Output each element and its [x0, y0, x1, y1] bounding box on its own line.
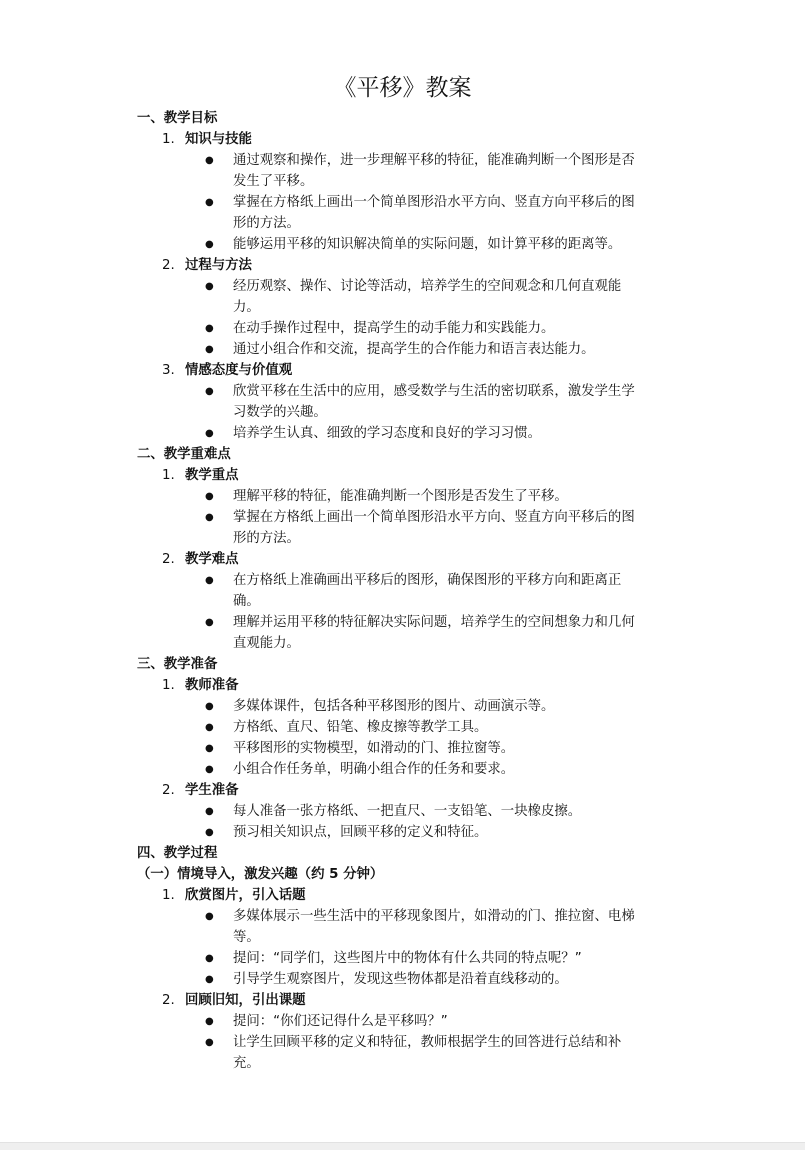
- bullet-marker: ●: [205, 491, 214, 502]
- section-heading: 二、教学重难点: [137, 447, 231, 462]
- group-heading: 欣赏图片，引入话题: [185, 888, 306, 903]
- list-item: 预习相关知识点，回顾平移的定义和特征。: [233, 825, 488, 840]
- list-item: 发生了平移。: [233, 174, 314, 189]
- bullet-marker: ●: [205, 428, 214, 439]
- list-number: 2.: [162, 993, 175, 1008]
- list-item: 提问：“你们还记得什么是平移吗？”: [233, 1014, 448, 1029]
- bullet-marker: ●: [205, 911, 214, 922]
- list-item: 培养学生认真、细致的学习态度和良好的学习习惯。: [233, 426, 541, 441]
- list-item: 平移图形的实物模型，如滑动的门、推拉窗等。: [233, 741, 515, 756]
- subsection-heading: （一）情境导入，激发兴趣（约 5 分钟）: [137, 867, 384, 882]
- group-heading: 知识与技能: [185, 132, 252, 147]
- bullet-marker: ●: [205, 974, 214, 985]
- list-number: 1.: [162, 678, 175, 693]
- bullet-marker: ●: [205, 617, 214, 628]
- list-item: 等。: [233, 930, 260, 945]
- bullet-marker: ●: [205, 344, 214, 355]
- list-number: 1.: [162, 888, 175, 903]
- bullet-marker: ●: [205, 575, 214, 586]
- group-heading: 教学重点: [185, 468, 239, 483]
- list-number: 2.: [162, 783, 175, 798]
- list-number: 2.: [162, 258, 175, 273]
- bullet-marker: ●: [205, 512, 214, 523]
- bullet-marker: ●: [205, 197, 214, 208]
- bullet-marker: ●: [205, 722, 214, 733]
- list-number: 1.: [162, 132, 175, 147]
- bullet-marker: ●: [205, 155, 214, 166]
- list-item: 通过小组合作和交流，提高学生的合作能力和语言表达能力。: [233, 342, 595, 357]
- group-heading: 回顾旧知，引出课题: [185, 993, 306, 1008]
- group-heading: 教师准备: [185, 678, 239, 693]
- bullet-marker: ●: [205, 239, 214, 250]
- bullet-marker: ●: [205, 953, 214, 964]
- bullet-marker: ●: [205, 1037, 214, 1048]
- list-item: 理解平移的特征，能准确判断一个图形是否发生了平移。: [233, 489, 568, 504]
- list-item: 小组合作任务单，明确小组合作的任务和要求。: [233, 762, 515, 777]
- list-item: 直观能力。: [233, 636, 300, 651]
- bullet-marker: ●: [205, 1016, 214, 1027]
- bullet-marker: ●: [205, 764, 214, 775]
- group-heading: 过程与方法: [185, 258, 252, 273]
- list-number: 2.: [162, 552, 175, 567]
- list-item: 形的方法。: [233, 531, 300, 546]
- section-heading: 一、教学目标: [137, 111, 218, 126]
- list-item: 每人准备一张方格纸、一把直尺、一支铅笔、一块橡皮擦。: [233, 804, 582, 819]
- list-item: 多媒体展示一些生活中的平移现象图片，如滑动的门、推拉窗、电梯: [233, 909, 635, 924]
- section-heading: 三、教学准备: [137, 657, 218, 672]
- list-item: 多媒体课件，包括各种平移图形的图片、动画演示等。: [233, 699, 555, 714]
- list-item: 提问：“同学们，这些图片中的物体有什么共同的特点呢？”: [233, 951, 582, 966]
- list-item: 掌握在方格纸上画出一个简单图形沿水平方向、竖直方向平移后的图: [233, 195, 635, 210]
- list-item: 力。: [233, 300, 260, 315]
- list-item: 充。: [233, 1056, 260, 1071]
- bullet-marker: ●: [205, 386, 214, 397]
- group-heading: 学生准备: [185, 783, 239, 798]
- list-number: 1.: [162, 468, 175, 483]
- bullet-marker: ●: [205, 827, 214, 838]
- list-item: 掌握在方格纸上画出一个简单图形沿水平方向、竖直方向平移后的图: [233, 510, 635, 525]
- list-item: 通过观察和操作，进一步理解平移的特征，能准确判断一个图形是否: [233, 153, 635, 168]
- list-item: 引导学生观察图片，发现这些物体都是沿着直线移动的。: [233, 972, 568, 987]
- bullet-marker: ●: [205, 281, 214, 292]
- list-number: 3.: [162, 363, 175, 378]
- list-item: 能够运用平移的知识解决简单的实际问题，如计算平移的距离等。: [233, 237, 622, 252]
- list-item: 让学生回顾平移的定义和特征，教师根据学生的回答进行总结和补: [233, 1035, 622, 1050]
- bullet-marker: ●: [205, 323, 214, 334]
- list-item: 确。: [233, 594, 260, 609]
- list-item: 在方格纸上准确画出平移后的图形，确保图形的平移方向和距离正: [233, 573, 622, 588]
- bullet-marker: ●: [205, 806, 214, 817]
- list-item: 欣赏平移在生活中的应用，感受数学与生活的密切联系，激发学生学: [233, 384, 635, 399]
- list-item: 在动手操作过程中，提高学生的动手能力和实践能力。: [233, 321, 555, 336]
- list-item: 方格纸、直尺、铅笔、橡皮擦等教学工具。: [233, 720, 488, 735]
- list-item: 经历观察、操作、讨论等活动，培养学生的空间观念和几何直观能: [233, 279, 622, 294]
- section-heading: 四、教学过程: [137, 846, 218, 861]
- bullet-marker: ●: [205, 743, 214, 754]
- list-item: 理解并运用平移的特征解决实际问题，培养学生的空间想象力和几何: [233, 615, 635, 630]
- bullet-marker: ●: [205, 701, 214, 712]
- list-item: 形的方法。: [233, 216, 300, 231]
- document-title: 《平移》教案: [333, 75, 472, 101]
- list-item: 习数学的兴趣。: [233, 405, 327, 420]
- group-heading: 教学难点: [185, 552, 239, 567]
- group-heading: 情感态度与价值观: [185, 363, 293, 378]
